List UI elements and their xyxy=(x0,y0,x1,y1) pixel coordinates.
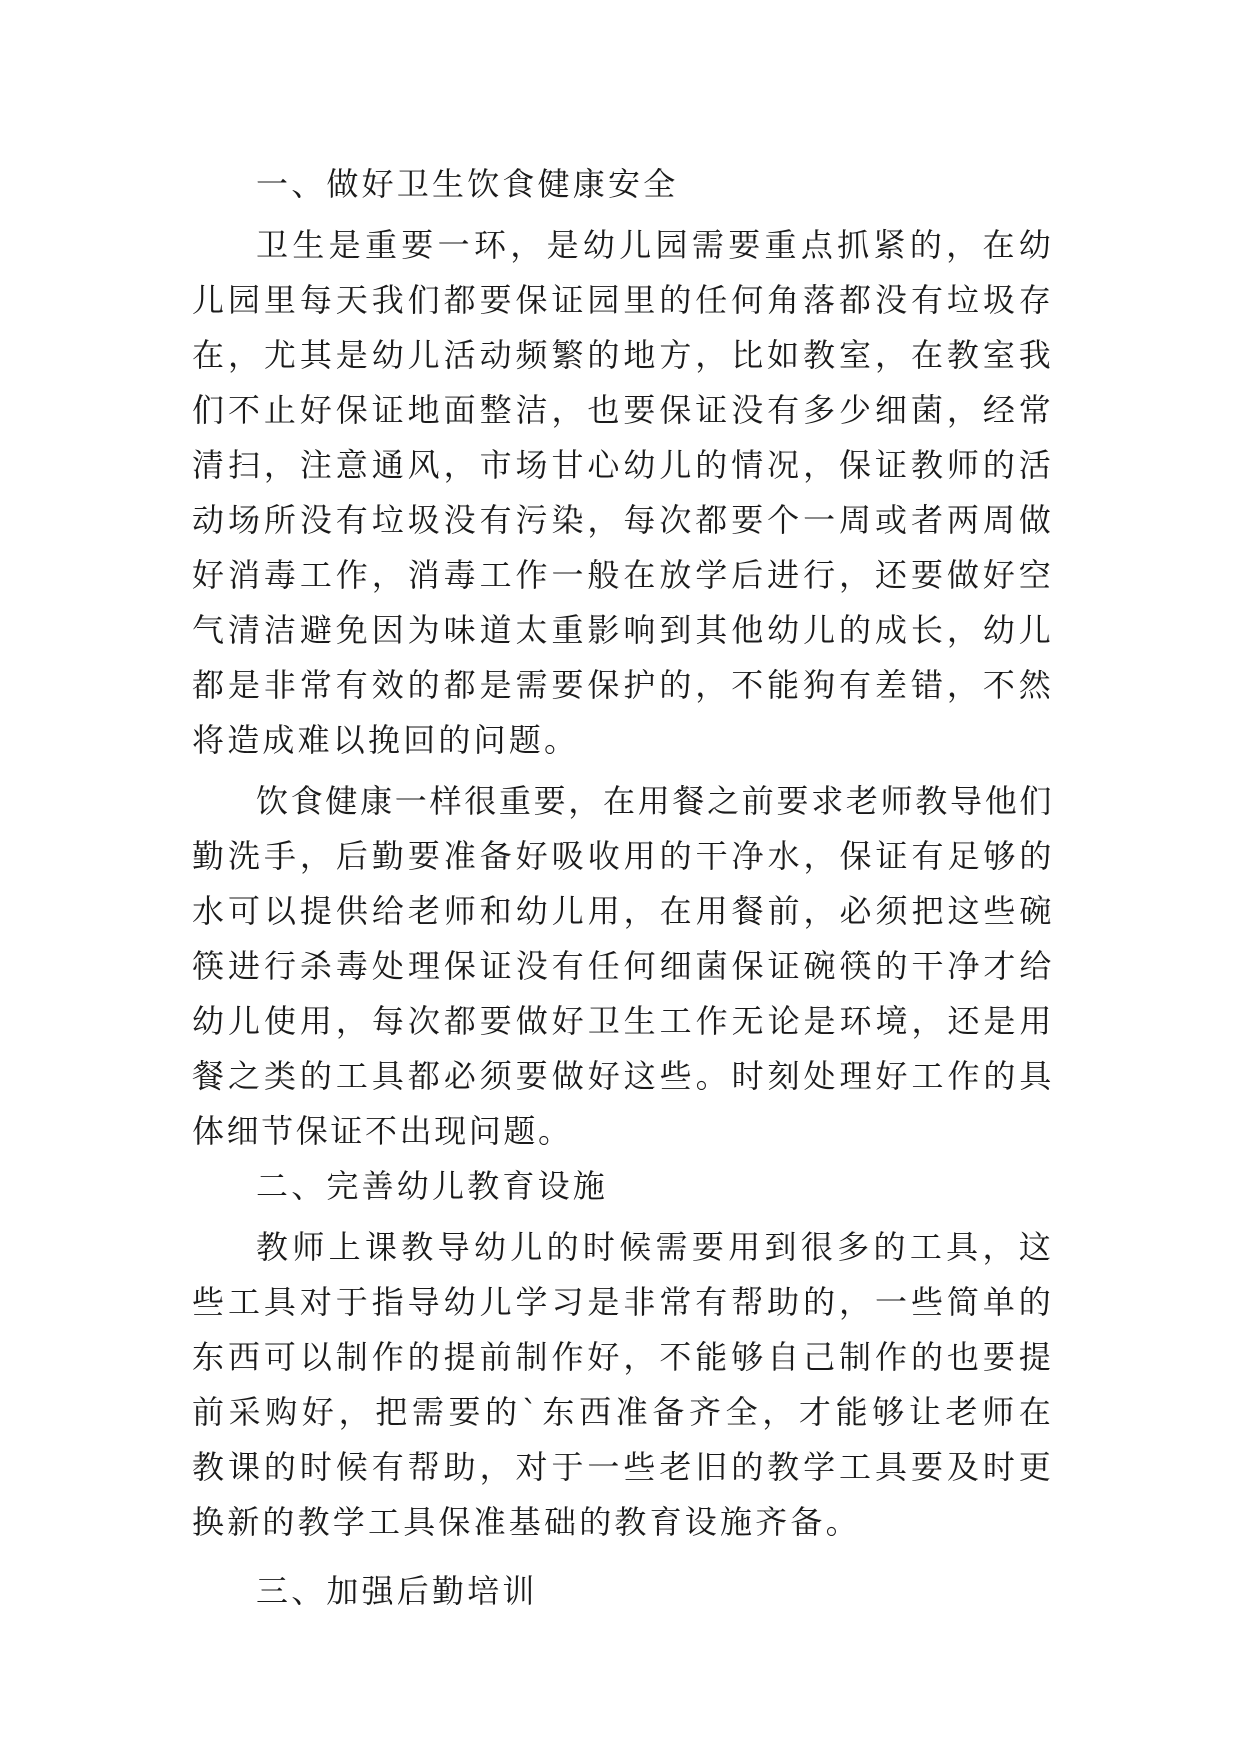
section-heading-2: 二、完善幼儿教育设施 xyxy=(256,1167,609,1205)
section-heading-1: 一、做好卫生饮食健康安全 xyxy=(256,165,679,203)
section-heading-3: 三、加强后勤培训 xyxy=(256,1572,538,1610)
paragraph-facilities: 教师上课教导幼儿的时候需要用到很多的工具，这些工具对于指导幼儿学习是非常有帮助的，一些简单的东西可以制作的提前制作好，不能够自己制作的也要提前采购好，把需要的`东西准备齐全，才能够让老师在教课的时候有帮助，对于一些老旧的教学工具要及时更换新的教学工具保准基础的教育设施齐备。 xyxy=(192,1228,1054,1541)
paragraph-hygiene: 卫生是重要一环，是幼儿园需要重点抓紧的，在幼儿园里每天我们都要保证园里的任何角落都没有垃圾存在，尤其是幼儿活动频繁的地方，比如教室，在教室我们不止好保证地面整洁，也要保证没有多少细菌，经常清扫，注意通风，市场甘心幼儿的情况，保证教师的活动场所没有垃圾没有污染，每次都要个一周或者两周做好消毒工作，消毒工作一般在放学后进行，还要做好空气清洁避免因为味道太重影响到其他幼儿的成长，幼儿都是非常有效的都是需要保护的，不能狗有差错，不然将造成难以挽回的问题。 xyxy=(192,226,1054,759)
document-body xyxy=(192,157,1054,1619)
paragraph-diet: 饮食健康一样很重要，在用餐之前要求老师教导他们勤洗手，后勤要准备好吸收用的干净水，保证有足够的水可以提供给老师和幼儿用，在用餐前，必须把这些碗筷进行杀毒处理保证没有任何细菌保证碗筷的干净才给幼儿使用，每次都要做好卫生工作无论是环境，还是用餐之类的工具都必须要做好这些。时刻处理好工作的具体细节保证不出现问题。 xyxy=(192,782,1054,1150)
